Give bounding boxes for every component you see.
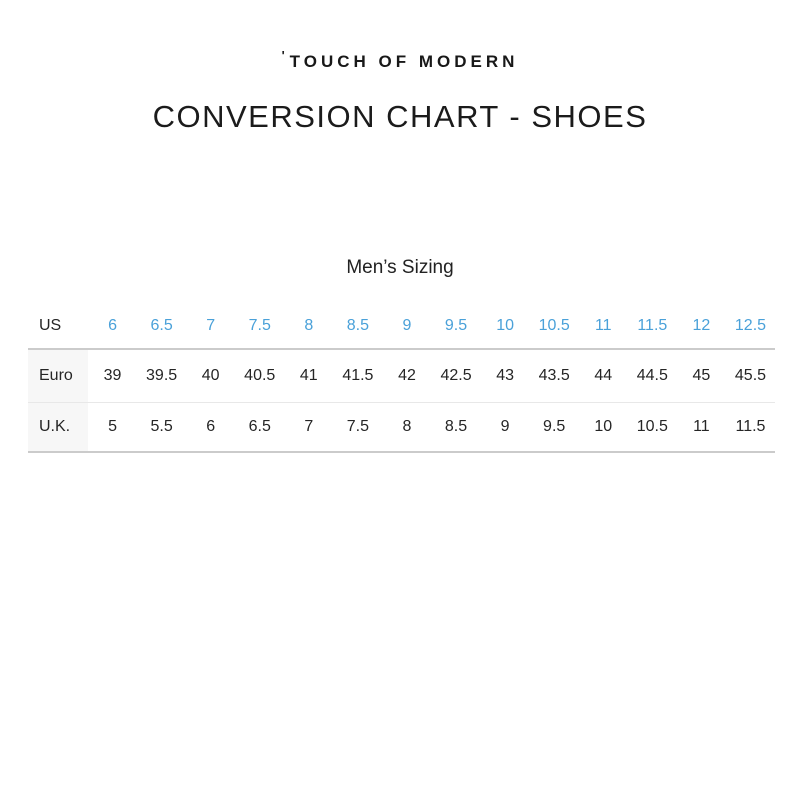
size-value: 9.5 — [444, 317, 468, 334]
page-title: CONVERSION CHART - SHOES — [152, 99, 648, 134]
size-value: 9 — [402, 317, 412, 334]
logo-tick-mark: ' — [281, 48, 289, 63]
size-value: 40 — [201, 367, 220, 384]
table-row-euro — [28, 350, 775, 403]
size-value: 43 — [496, 367, 514, 384]
size-value: 8 — [304, 317, 314, 334]
size-value: 8.5 — [346, 317, 369, 334]
size-value: 9 — [500, 418, 510, 435]
size-value: 5 — [108, 418, 117, 435]
size-value: 42.5 — [440, 367, 472, 384]
size-value: 8 — [402, 418, 412, 435]
brand-logo — [0, 48, 800, 72]
size-value: 11 — [693, 418, 710, 435]
size-value: 10 — [594, 418, 613, 435]
row-label: U.K. — [28, 403, 88, 451]
size-value: 40.5 — [244, 367, 276, 384]
size-value: 43.5 — [538, 367, 570, 384]
size-value: 6 — [206, 418, 216, 435]
table-row-uk — [28, 403, 775, 453]
brand-logo-text: TOUCH OF MODERN — [289, 52, 519, 71]
size-value: 12.5 — [734, 317, 767, 334]
row-label: US — [39, 317, 62, 334]
row-label: Euro — [28, 350, 88, 402]
size-value: 44 — [594, 367, 613, 384]
size-value: 7 — [304, 418, 314, 435]
size-value: 45.5 — [734, 367, 767, 384]
size-value: 7.5 — [248, 317, 271, 334]
size-value: 8.5 — [444, 418, 468, 435]
size-value: 42 — [398, 367, 416, 384]
size-value: 39.5 — [146, 367, 178, 384]
size-value: 11.5 — [637, 317, 668, 334]
section-title: Men’s Sizing — [346, 257, 454, 278]
size-value: 5.5 — [150, 418, 173, 435]
size-value: 11.5 — [735, 418, 766, 435]
size-value: 6 — [108, 317, 117, 334]
size-value: 12 — [692, 317, 711, 334]
size-value: 10 — [496, 317, 514, 334]
size-value: 39 — [103, 367, 122, 384]
size-value: 6.5 — [248, 418, 271, 435]
table-row-us — [28, 304, 775, 350]
size-value: 7.5 — [346, 418, 369, 435]
size-value: 45 — [692, 367, 711, 384]
size-value: 10.5 — [636, 418, 668, 435]
size-value: 11 — [594, 317, 612, 334]
size-value: 44.5 — [636, 367, 668, 384]
size-value: 7 — [206, 317, 216, 334]
size-value: 41 — [299, 367, 318, 384]
size-value: 10.5 — [538, 317, 570, 334]
size-value: 41.5 — [342, 367, 374, 384]
conversion-table — [28, 304, 775, 453]
size-value: 9.5 — [543, 418, 566, 435]
size-value: 6.5 — [150, 317, 173, 334]
